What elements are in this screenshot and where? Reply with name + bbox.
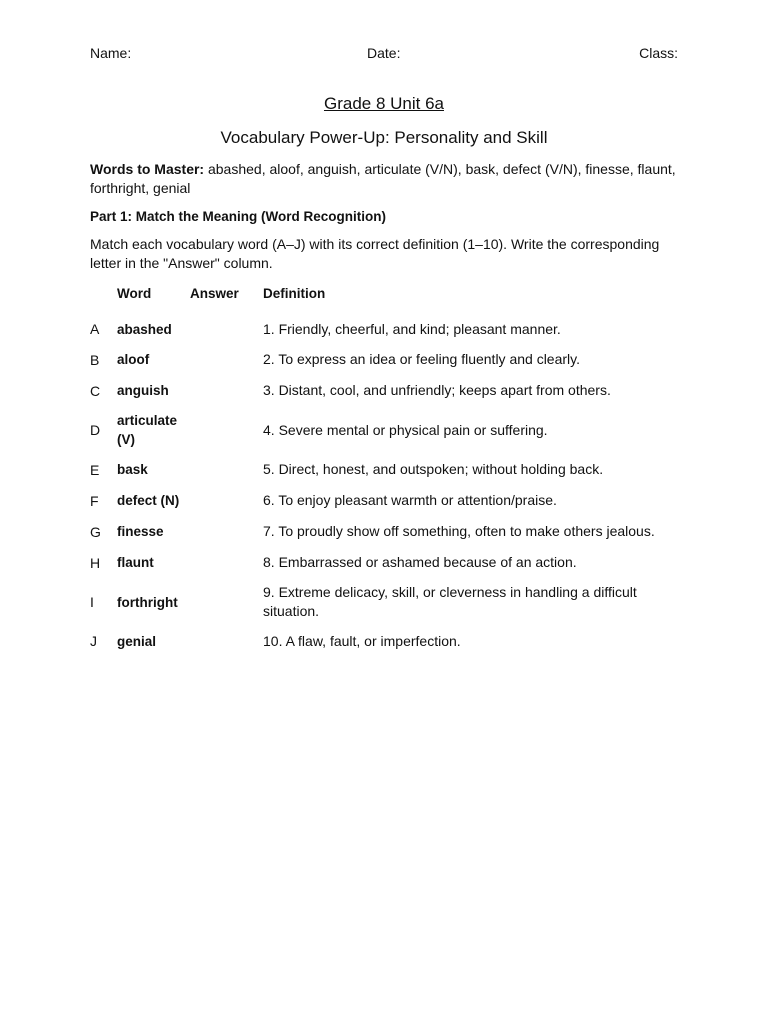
row-definition: 4. Severe mental or physical pain or suffering. <box>263 421 548 438</box>
table-row <box>90 516 690 547</box>
table-row <box>90 454 690 485</box>
table-row <box>90 406 690 454</box>
page-title: Grade 8 Unit 6a <box>323 94 444 113</box>
table-row <box>90 578 690 626</box>
row-word: genial <box>117 633 157 649</box>
row-word: defect (N) <box>117 493 180 508</box>
row-definition: 7. To proudly show off something, often to make others jealous. <box>263 523 655 539</box>
row-definition: 9. Extreme delicacy, skill, or cleverness in handling a difficult situation. <box>263 584 637 619</box>
table-header <box>90 283 690 303</box>
row-definition: 6. To enjoy pleasant warmth or attention/praise. <box>263 492 557 508</box>
row-letter: A <box>90 321 100 337</box>
part1-heading: Part 1: Match the Meaning (Word Recognition) <box>90 209 387 224</box>
row-letter: G <box>90 523 101 540</box>
row-letter: B <box>90 351 100 368</box>
row-letter: F <box>90 492 99 509</box>
date-label: Date: <box>367 45 401 61</box>
matching-table <box>90 283 690 656</box>
row-word: finesse <box>117 524 164 539</box>
words-to-master-label: Words to Master: <box>90 161 205 177</box>
table-row <box>90 344 690 375</box>
header-row <box>90 45 678 61</box>
row-letter: C <box>90 382 101 399</box>
words-to-master-list: abashed, aloof, anguish, articulate (V/N), bask, defect (V/N), finesse, flaunt, forthright, genial <box>90 161 676 196</box>
row-word: abashed <box>117 321 172 337</box>
row-letter: E <box>90 461 100 478</box>
row-definition: 5. Direct, honest, and outspoken; without holding back. <box>263 461 604 477</box>
class-label: Class: <box>639 45 678 61</box>
row-definition: 2. To express an idea or feeling fluently and clearly. <box>263 351 581 367</box>
row-word: aloof <box>117 352 150 367</box>
row-definition: 8. Embarrassed or ashamed because of an action. <box>263 554 577 570</box>
row-letter: D <box>90 422 101 438</box>
page-subtitle: Vocabulary Power-Up: Personality and Skill <box>220 128 548 147</box>
table-row <box>90 485 690 516</box>
row-word: anguish <box>117 383 169 398</box>
table-row <box>90 626 690 656</box>
table-row <box>90 547 690 578</box>
row-word: forthright <box>117 594 178 610</box>
row-word: flaunt <box>117 555 154 570</box>
row-letter: I <box>90 594 94 610</box>
row-word: bask <box>117 462 148 477</box>
table-row <box>90 314 690 344</box>
row-definition: 10. A flaw, fault, or imperfection. <box>263 632 461 649</box>
row-word: articulate (V) <box>117 413 178 447</box>
row-letter: H <box>90 554 101 571</box>
table-row <box>90 375 690 406</box>
part1-instructions: Match each vocabulary word (A–J) with its correct definition (1–10). Write the corresponding letter in the "Answer" column. <box>90 236 660 271</box>
words-to-master <box>90 160 680 198</box>
row-definition: 1. Friendly, cheerful, and kind; pleasant manner. <box>263 320 561 337</box>
row-letter: J <box>90 633 97 649</box>
table-body <box>90 314 690 656</box>
name-label: Name: <box>90 45 132 61</box>
column-header-word: Word <box>117 285 152 301</box>
column-header-definition: Definition <box>263 285 326 301</box>
row-definition: 3. Distant, cool, and unfriendly; keeps apart from others. <box>263 382 611 398</box>
column-header-answer: Answer <box>190 285 239 301</box>
